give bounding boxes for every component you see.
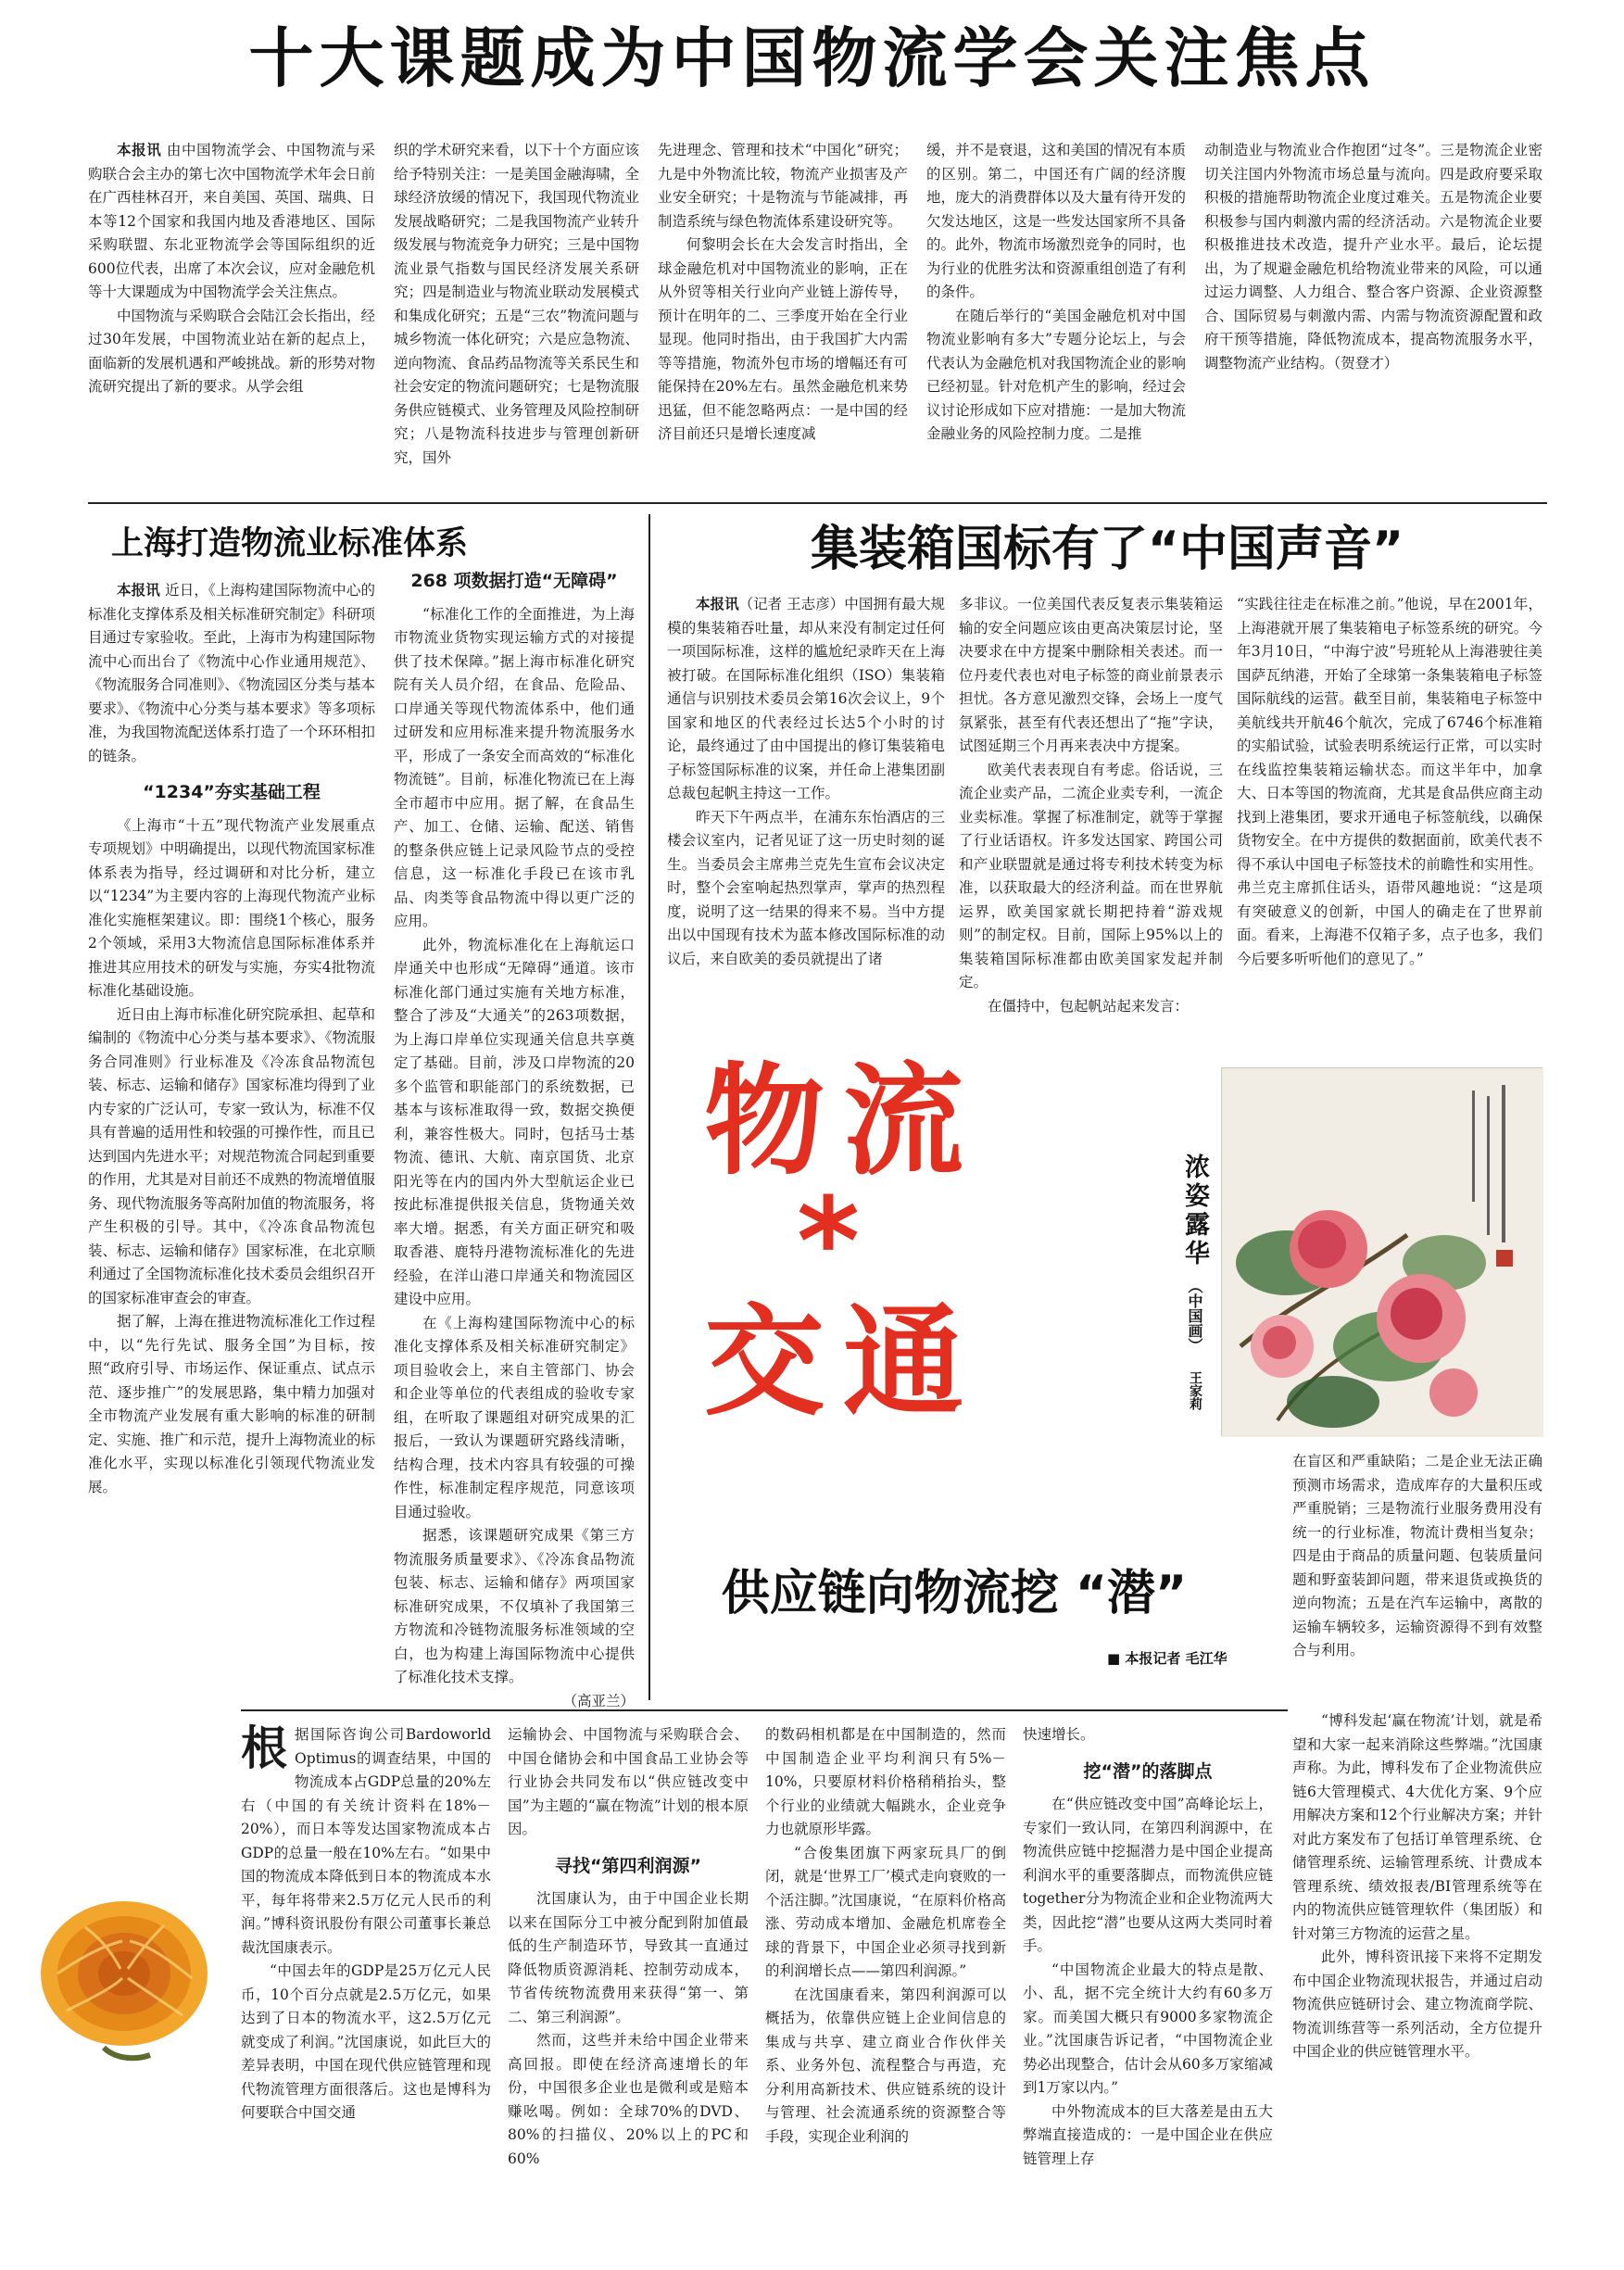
painting-medium: （中国画） [1186, 1279, 1203, 1353]
article4-column-4 [1023, 1723, 1273, 2270]
painting-title: 浓姿露华 [1180, 1154, 1209, 1268]
article1-paragraph: 由中国物流学会、中国物流与采购联合会主办的第七次中国物流学术年会日前在广西桂林召开，来自美国、英国、瑞典、日本等12个国家和我国内地及香港地区、国际采购联盟、东北亚物流学会等国际组织的近600位代表，出席了本次会议，应对金融危机等十大课题成为中国物流学会关注焦点。 [88, 142, 376, 300]
peony-painting [1221, 1067, 1542, 1436]
article3-paragraph: “实践往往走在标准之前。”他说，早在2001年，上海港就开展了集装箱电子标签系统的研究。今年3月10日，“中海宁波”号班轮从上海港驶往美国萨瓦纳港，开始了全球第一条集装箱电子标签国际航线的运营。截至目前，集装箱电子标签中美航线共开航46个航次，完成了6746个标准箱的实船试验，试验表明系统运行正常，可以实时在线监控集装箱运输状态。而这半年中，加拿大、日本等国的物流商，尤其是食品供应商主动找到上港集团，要求开通电子标签航线，以确保货物安全。在中方提供的数据面前，欧美代表不得不承认中国电子标签技术的前瞻性和实用性。弗兰克主席抓住话头，语带风趣地说：“这是项有突破意义的创新，中国人的确走在了世界前面。看来，上海港不仅箱子多，点子也多，我们今后要多听听他们的意见了。” [1237, 596, 1542, 967]
article4-paragraph: 沈国康认为，由于中国企业长期以来在国际分工中被分配到附加值最低的生产制造环节，导致其一直通过降低物质资源消耗、控制劳动成本，节省传统物流费用来获得“第一、第二、第三利润源”。 [508, 1890, 749, 2025]
article2-headline: 上海打造物流业标准体系 [111, 525, 469, 562]
article2-paragraph: “标准化工作的全面推进，为上海市物流业货物实现运输方式的对接提供了技术保障。”据上海市标准化研究院有关人员介绍，在食品、危险品、口岸通关等现代物流体系中，他们通过研发和应用标准来提升物流服务水平，形成了一条安全而高效的“标准化物流链”。目前，标准化物流已在上海全市超市中应用。据了解，在食品生产、加工、仓储、运输、配送、销售的整条供应链上记录风险节点的受控信息，这一标准化手段已在该市乳品、肉类等食品物流中得以更广泛的应用。 [394, 605, 635, 929]
article4-paragraph: 然而，这些并未给中国企业带来高回报。即使在经济高速增长的年份，中国很多企业也是微利或是赔本赚吆喝。例如：全球70%的DVD、80%的扫描仪、20%以上的PC和60% [508, 2032, 749, 2167]
article1-column-1 [88, 139, 375, 491]
article4-paragraph: “中国物流企业最大的特点是散、小、乱，据不完全统计大约有60多万家。而美国大概只有9000多家物流企业。”沈国康告诉记者，“中国物流企业势必出现整合，估计会从60多万家缩减到1万家以内。” [1023, 1961, 1273, 2096]
article1-paragraph: 何黎明会长在大会发言时指出，全球金融危机对中国物流业的影响，正在从外贸等相关行业向产业链上游传导，预计在明年的二、三季度开始在全行业显现。他同时指出，由于我国扩大内需等等措施，物流外包市场的增幅还有可能保持在20%左右。虽然金融危机来势迅猛，但不能忽略两点：一是中国的经济目前还只是增长速度减 [658, 236, 908, 442]
article4-paragraph: 快速增长。 [1023, 1726, 1095, 1743]
article2-paragraph: 近日由上海市标准化研究院承担、起草和编制的《物流中心分类与基本要求》、《物流服务合同准则》行业标准及《冷冻食品物流包装、标志、运输和储存》国家标准均得到了业内专家的广泛认可，专家一致认为，标准不仅具有普遍的适用性和较强的可操作性，而且已达到国内先进水平；对规范物流合同起到重要的作用，尤其是对目前还不成熟的物流增值服务、现代物流服务等高附加值的物流服务，将产生积极的引导。其中，《冷冻食品物流包装、标志、运输和储存》国家标准，在北京顺利通过了全国物流标准化技术委员会组织召开的国家标准审查会的审查。 [88, 1005, 376, 1306]
chrysanthemum-image [30, 1890, 220, 2071]
article2-paragraph: 据悉，该课题研究成果《第三方物流服务质量要求》、《冷冻食品物流包装、标志、运输和储存》两项国家标准研究成果，不仅填补了我国第三方物流和冷链物流服务标准领域的空白，也为构建上海国际物流中心提供了标准化技术支撑。 [394, 1527, 635, 1685]
section-divider [241, 1709, 1288, 1711]
chrysanthemum-photo [30, 1890, 220, 2071]
article4-paragraph: “中国去年的GDP是25万亿元人民币，10个百分点就是2.5万亿元，如果达到了日本的物流水平，这2.5万亿元就变成了利润。”沈国康说，如此巨大的差异表明，中国在现代供应链管理和现代物流管理方面很落后。这也是博科为何要联合中国交通 [241, 1962, 491, 2121]
article3-column-2 [959, 593, 1223, 1028]
article1-paragraph: 织的学术研究来看，以下十个方面应该给予特别关注：一是美国金融海啸，全球经济放缓的情况下，我国现代物流业发展战略研究；二是我国物流产业转升级发展与物流竞争力研究；三是中国物流业景气指数与国民经济发展关系研究；四是制造业与物流业联动发展模式和集成化研究；五是“三农”物流问题与城乡物流一体化研究；六是应急物流、逆向物流、食品药品物流等关系民生和社会安定的物流问题研究；七是物流服务供应链模式、业务管理及风险控制研究；八是物流科技进步与管理创新研究，国外 [394, 142, 639, 466]
article3-paragraph: 昨天下午两点半，在浦东东怡酒店的三楼会议室内，记者见证了这一历史时刻的诞生。当委员会主席弗兰克先生宣布会议决定时，整个会室响起热烈掌声，掌声的热烈程度，说明了这一结果的得来不易。当中方提出以中国现有技术为蓝本修改国际标准的动议后，来自欧美的委员就提出了诸 [667, 808, 945, 967]
article2-paragraph: 在《上海构建国际物流中心的标准化支撑体系及相关标准研究制定》项目验收会上，来自主管部门、协会和企业等单位的代表组成的验收专家组，在听取了课题组对研究成果的汇报后，一致认为课题研究路线清晰，结构合理，技术内容具有较强的可操作性，标准制定程序规范，同意该项目通过验收。 [394, 1314, 635, 1520]
article3-paragraph: 多非议。一位美国代表反复表示集装箱运输的安全问题应该由更高决策层讨论，坚决要求在中方提案中删除相关表述。而一位丹麦代表也对电子标签的商业前景表示担忧。各方意见激烈交锋，会场上一度气氛紧张，甚至有代表还想出了“拖”字诀，试图延期三个月再来表决中方提案。 [959, 596, 1223, 754]
article1-headline: 十大课题成为中国物流学会关注焦点 [248, 20, 1376, 96]
article4-byline: ■ 本报记者 毛江华 [1107, 1650, 1227, 1667]
article4-subheading: 寻找“第四利润源” [555, 1855, 701, 1876]
article4-headline: 供应链向物流挖 “潜” [721, 1566, 1188, 1621]
article1-paragraph: 先进理念、管理和技术“中国化”研究；九是中外物流比较，物流产业损害及产业安全研究；十是物流与节能减排，再制造系统与绿色物流体系建设研究等。 [658, 142, 908, 230]
article1-paragraph: 动制造业与物流业合作抱团“过冬”。三是物流企业密切关注国内外物流市场总量与流向。四是政府要采取积极的措施帮助物流企业度过难关。五是物流企业要积极参与国内刺激内需的经济活动。六是物流企业要积极推进技术改造，提升产业水平。最后，论坛提出，为了规避金融危机给物流业带来的风险，可以通过运力调整、人力组合、整合客户资源、企业资源整合、国际贸易与刺激内需、内需与物流资源配置和政府干预等措施，降低物流成本，提高物流服务水平，调整物流产业结构。（贺登才） [1204, 142, 1542, 372]
article4-paragraph: 在“供应链改变中国”高峰论坛上，专家们一致认同，在第四利润源中，在物流供应链中挖掘潜力是中国企业提高利润水平的重要落脚点，而物流供应链together分为物流企业和企业物流两大类，因此挖“潜”也要从这两大类同时着手。 [1023, 1796, 1273, 1954]
article4-paragraph: “合俊集团旗下两家玩具厂的倒闭，就是‘世界工厂’模式走向衰败的一个活注脚。”沈国康说，“在原料价格高涨、劳动成本增加、金融危机席卷全球的背景下，中国企业必须寻找到新的利润增长点——第四利润源。” [765, 1844, 1006, 1979]
article1-column-5 [1204, 139, 1542, 491]
article3-paragraph: 在僵持中，包起帆站起来发言： [988, 997, 1190, 1015]
article1-paragraph: 在随后举行的“美国金融危机对中国物流业影响有多大”专题分论坛上，与会代表认为金融危机对我国物流企业的影响已经初显。针对危机产生的影响，经过会议讨论形成如下应对措施：一是加大物流金融业务的风险控制力度。二是推 [926, 307, 1186, 442]
article4-paragraph: 此外，博科资讯接下来将不定期发布中国企业物流现状报告，并通过启动物流供应链研讨会、建立物流商学院、物流训练营等一系列活动，全方位提升中国企业的供应链管理水平。 [1292, 1948, 1542, 2060]
article1-column-2 [394, 139, 639, 491]
article4-column-2 [508, 1723, 749, 2270]
article4-paragraph: 运输协会、中国物流与采购联合会、中国仓储协会和中国食品工业协会等行业协会共同发布以“供应链改变中国”为主题的“赢在物流”计划的根本原因。 [508, 1726, 749, 1837]
article2-paragraph: 近日，《上海构建国际物流中心的标准化支撑体系及相关标准研究制定》科研项目通过专家验收。至此，上海市为构建国际物流中心而出台了《物流中心作业通用规范》、《物流服务合同准则》、《物流园区分类与基本要求》、《物流中心分类与基本要求》等多项标准，为我国物流配送体系打造了一个环环相扣的链条。 [88, 582, 376, 764]
feature-title-logistics: 物流 [704, 1051, 983, 1192]
article4-column-1 [241, 1723, 491, 2270]
article3-headline: 集装箱国标有了“中国声音” [810, 522, 1404, 577]
article4-column-5 [1292, 1709, 1542, 2270]
article4-paragraph: 中外物流成本的巨大落差是由五大弊端直接造成的：一是中国企业在供应链管理上存 [1023, 2102, 1273, 2167]
article1-lead-tag: 本报讯 [117, 142, 162, 158]
article2-subheading: “1234”夯实基础工程 [143, 782, 321, 802]
article3-paragraph: （记者 王志彦）中国拥有最大规模的集装箱吞吐量，却从来没有制定过任何一项国际标准，这样的尴尬纪录昨天在上海被打破。在国际标准化组织（ISO）集装箱通信与识别技术委员会第16次会议上，9个国家和地区的代表经过长达5个小时的讨论，最终通过了由中国提出的修订集装箱电子标签国际标准的议案，并任命上港集团副总裁包起帆主持这一工作。 [667, 596, 945, 801]
article3-paragraph: 欧美代表表现自有考虑。俗话说，三流企业卖产品，二流企业卖专利，一流企业卖标准。掌握了标准制定，就等于掌握了行业话语权。许多发达国家、跨国公司和产业联盟就是通过将专利技术转变为标准，以获取最大的经济利益。而在世界航运界，欧美国家就长期把持着“游戏规则”的制定权。目前，国际上95%以上的集装箱国际标准都由欧美国家发起并制定。 [959, 761, 1223, 990]
article2-byline: （高亚兰） [562, 1692, 635, 1709]
article4-column-5-top [1292, 1450, 1542, 1696]
article4-dropcap: 根 [241, 1721, 287, 1775]
article3-lead-tag: 本报讯 [696, 596, 739, 612]
article3-column-1 [667, 593, 945, 1028]
section-divider [88, 502, 1547, 504]
article4-paragraph: 的数码相机都是在中国制造的，然而中国制造企业平均利润只有5%－10%，只要原材料价格稍稍抬头，整个行业的业绩就大幅跳水，企业竞争力也就原形毕露。 [765, 1726, 1006, 1837]
painting-artist: 王家莉 [1188, 1371, 1202, 1410]
article1-paragraph: 中国物流与采购联合会陆江会长指出，经过30年发展，中国物流业站在新的起点上，面临新的发展机遇和严峻挑战。新的形势对物流研究提出了新的要求。从学会组 [88, 307, 376, 395]
peony-painting-artwork [1222, 1068, 1543, 1437]
article4-paragraph: 在沈国康看来，第四利润源可以概括为，依靠供应链上企业间信息的集成与共享、建立商业合作伙伴关系、业务外包、流程整合与再造，充分利用高新技术、供应链系统的设计与管理、社会流通系统的资源整合等手段，实现企业利润的 [765, 1986, 1006, 2145]
article2-lead-tag: 本报讯 [117, 582, 160, 599]
article2-paragraph: 此外，物流标准化在上海航运口岸通关中也形成“无障碍”通道。该市标准化部门通过实施有关地方标准，整合了涉及“大通关”的263项数据，为上海口岸单位实现通关信息共享奠定了基础。目前，涉及口岸物流的20多个监管和职能部门的系统数据，已基本与该标准取得一致，数据交换便利，兼容性极大。同时，包括马士基物流、德讯、大航、南京国货、北京阳光等在内的国内外大型航运企业已按此标准提供报关信息，货物通关效率大增。据悉，有关方面正研究和吸取香港、鹿特丹港物流标准化的先进经验，在洋山港口岸通关和物流园区建设中应用。 [394, 936, 635, 1307]
article4-paragraph: 据国际咨询公司Bardoworld Optimus的调查结果，中国的物流成本占GDP总量的20%左右（中国的有关统计资料在18%－20%），而日本等发达国家物流成本占GDP的总量一般在10%左右。“如果中国的物流成本降低到日本的物流成本水平，每年将带来2.5万亿元人民币的利润。”博科资讯股份有限公司董事长兼总裁沈国康表示。 [241, 1726, 491, 1956]
article4-paragraph: “博科发起‘赢在物流’计划，就是希望和大家一起来消除这些弊端。”沈国康声称。为此，博科发布了企业物流供应链6大管理模式、4大优化方案、9个应用解决方案和12个行业解决方案；并针对此方案发布了包括订单管理系统、仓储管理系统、运输管理系统、计费成本管理系统、绩效报表/BI管理系统等在内的物流供应链管理软件（集团版）和针对第三方物流的运营之星。 [1292, 1712, 1542, 1942]
article1-paragraph: 缓，并不是衰退，这和美国的情况有本质的区别。第二，中国还有广阔的经济腹地，庞大的消费群体以及大量有待开发的欠发达地区，这是一些发达国家所不具备的。此外，物流市场激烈竞争的同时，也为行业的优胜劣汰和资源重组创造了有利的条件。 [926, 142, 1186, 300]
article2-paragraph: 据了解，上海在推进物流标准化工作过程中，以“先行先试、服务全国”为目标，按照“政府引导、市场运作、保证重点、试点示范、逐步推广”的发展思路，集中精力加强对全市物流产业发展有重大影响的标准的研制定、实施、推广和示范，提升上海物流业的标准化水平，实现以标准化引领现代物流业发展。 [88, 1313, 376, 1495]
article2-paragraph: 《上海市“十五”现代物流产业发展重点专项规划》中明确提出，以现代物流国家标准体系表为指导，经过调研和对比分析，建立以“1234”为主要内容的上海现代物流产业标准化实施框架建议。即：围绕1个核心，服务2个领域，采用3大物流信息国际标准体系并推进其应用技术的研发与实施，夯实4批物流标准化基础设施。 [88, 816, 376, 999]
article4-column-3 [765, 1723, 1006, 2270]
section-divider [648, 514, 650, 1700]
feature-star-icon: * [797, 1171, 860, 1312]
feature-title-transport: 交通 [704, 1292, 983, 1432]
article2-subheading: 268 项数据打造“无障碍” [410, 571, 618, 591]
article2-column-a [88, 579, 375, 1700]
article1-column-4 [926, 139, 1186, 491]
article1-column-3 [658, 139, 908, 491]
article2-column-b [394, 570, 635, 1709]
article4-paragraph: 在盲区和严重缺陷；二是企业无法正确预测市场需求，造成库存的大量积压或严重脱销；三是物流行业服务费用没有统一的行业标准，物流计费相当复杂；四是由于商品的质量问题、包装质量问题和野蛮装卸问题，带来退货或换货的逆向物流；五是在汽车运输中，离散的运输车辆较多，运输资源得不到有效整合与利用。 [1292, 1453, 1542, 1658]
article4-subheading: 挖“潜”的落脚点 [1083, 1760, 1213, 1782]
article3-column-3 [1237, 593, 1542, 1028]
